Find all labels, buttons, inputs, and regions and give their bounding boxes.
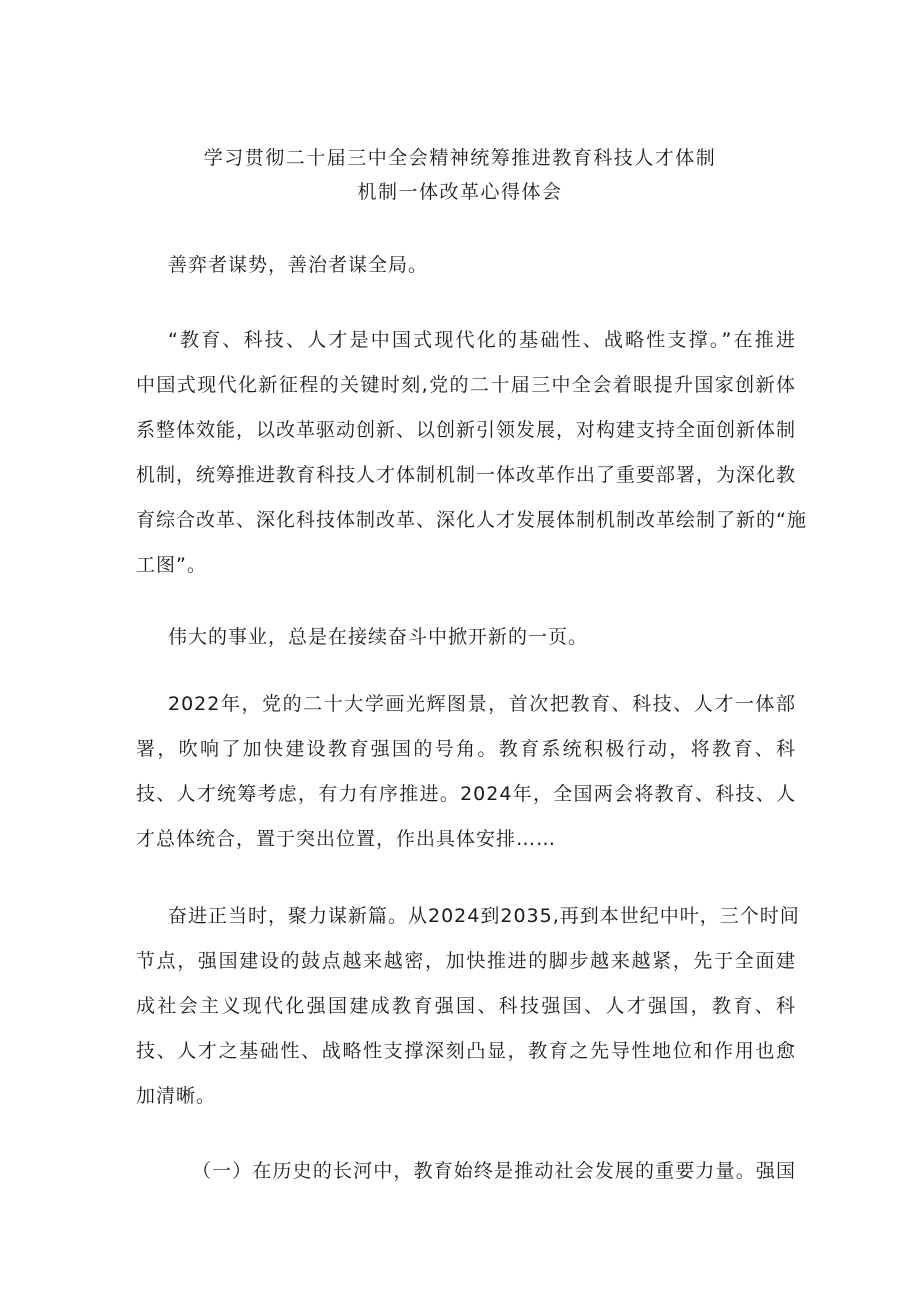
paragraph-line: 系整体效能，以改革驱动创新、以创新引领发展，对构建支持全面创新体制: [136, 419, 797, 441]
paragraph-line: 工图”。: [136, 554, 207, 576]
paragraph-line: 才总体统合，置于突出位置，作出具体安排……: [136, 828, 557, 850]
paragraph-line: 机制，统筹推进教育科技人才体制机制一体改革作出了重要部署，为深化教: [136, 464, 797, 486]
paragraph-line: 2022年，党的二十大学画光辉图景，首次把教育、科技、人才一体部: [168, 693, 796, 715]
paragraph: [136, 243, 796, 288]
paragraph: [136, 615, 796, 660]
paragraph-line: 伟大的事业，总是在接续奋斗中掀开新的一页。: [168, 626, 589, 648]
paragraph: [136, 318, 807, 588]
paragraph-line: 奋进正当时，聚力谋新篇。从2024到2035,再到本世纪中叶，三个时间: [168, 905, 800, 927]
paragraph-line: 成社会主义现代化强国建成教育强国、科技强国、人才强国，教育、科: [136, 995, 796, 1017]
paragraph-line: 署，吹响了加快建设教育强国的号角。教育系统积极行动，将教育、科: [136, 738, 796, 760]
document-title-line-2: 机制一体改革心得体会: [357, 181, 563, 203]
paragraph-line: 善弈者谋势，善治者谋全局。: [168, 254, 429, 276]
paragraph-line: 技、人才统筹考虑，有力有序推进。2024年，全国两会将教育、科技、人: [136, 783, 796, 805]
paragraph: [136, 1149, 796, 1194]
paragraph-line: 节点，强国建设的鼓点越来越密，加快推进的脚步越来越紧，先于全面建: [136, 950, 796, 972]
paragraph-line: 技、人才之基础性、战略性支撑深刻凸显，教育之先导性地位和作用也愈: [136, 1040, 796, 1062]
document-title-line-1: 学习贯彻二十届三中全会精神统筹推进教育科技人才体制: [203, 147, 717, 169]
paragraph: [136, 894, 800, 1119]
paragraph-line: （一）在历史的长河中，教育始终是推动社会发展的重要力量。强国: [192, 1160, 796, 1182]
paragraph-line: 中国式现代化新征程的关键时刻,党的二十届三中全会着眼提升国家创新体: [136, 374, 796, 396]
paragraph-line: “教育、科技、人才是中国式现代化的基础性、战略性支撑。”在推进: [168, 329, 796, 351]
paragraph-line: 育综合改革、深化科技体制改革、深化人才发展体制机制改革绘制了新的“施: [136, 509, 807, 531]
paragraph: [136, 682, 796, 862]
paragraph-line: 加清晰。: [136, 1085, 217, 1107]
